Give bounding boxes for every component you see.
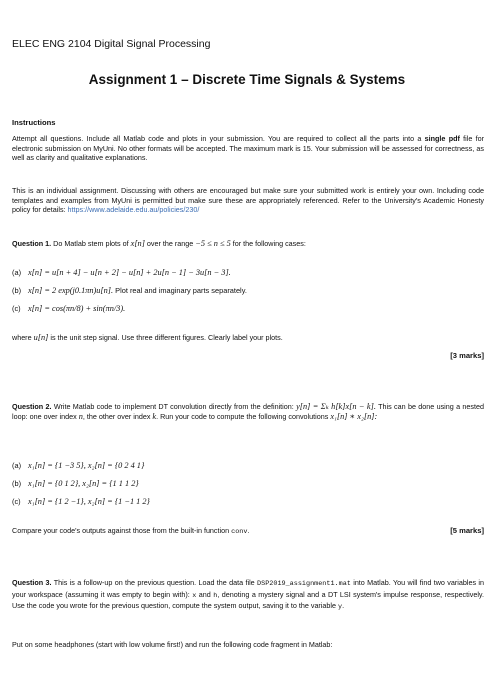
- question-3-text: into Matlab. You will find two variables in your workspace (assuming it was empty to begin with):: [12, 578, 484, 599]
- question-3-instruction: Put on some headphones (start with low volume first!) and run the following code fragment in Matlab:: [12, 640, 333, 649]
- question-3-label: Question 3.: [12, 578, 52, 587]
- instructions-heading: Instructions: [12, 118, 56, 127]
- question-1-label: Question 1.: [12, 239, 52, 248]
- math-x-n: x[n]: [130, 239, 145, 248]
- question-2-text: Write Matlab code to implement DT convolution directly from the definition:: [51, 402, 297, 411]
- question-2-label: Question 2.: [12, 402, 52, 411]
- instructions-text: Attempt all questions. Include all Matlab code and plots in your submission. You are required to collect all the parts into a: [12, 134, 425, 143]
- question-2-case-c: [12, 497, 150, 507]
- conv-function-name: conv: [231, 528, 248, 536]
- course-name: ELEC ENG 2104 Digital Signal Processing: [12, 38, 211, 50]
- case-label: (a): [12, 268, 22, 277]
- case-expression: x₁[n] = {1 −3 5}, x₂[n] = {0 2 4 1}: [28, 461, 145, 470]
- question-3-prompt: [12, 578, 484, 613]
- question-1-case-a: [12, 268, 231, 278]
- case-expression: x[n] = u[n + 4] − u[n + 2] − u[n] + 2u[n − 1] − 3u[n − 3].: [28, 268, 231, 277]
- single-pdf-emphasis: single pdf: [424, 134, 460, 143]
- math-n: n: [78, 411, 83, 421]
- question-3-text: , denoting a mystery signal and a DT LSI system's impulse response, respectively. Use the code you wrote for the previous question, compute the system output, saving it to the variable: [12, 589, 484, 611]
- assignment-title: Assignment 1 – Discrete Time Signals & Systems: [88, 72, 406, 87]
- case-expression: x₁[n] = {1 2 −1}, x₂[n] = {1 −1 1 2}: [28, 497, 150, 506]
- question-2-text: , the other over index: [82, 411, 153, 421]
- question-1-text: Do Matlab stem plots of: [51, 239, 131, 248]
- case-label: (c): [12, 304, 21, 313]
- question-1-case-b: [12, 286, 247, 296]
- question-1-marks: [3 marks]: [450, 351, 484, 360]
- case-expression: x[n] = 2 exp(j0.1πn)u[n].: [28, 286, 114, 295]
- academic-honesty-link[interactable]: https://www.adelaide.edu.au/policies/230/: [67, 205, 200, 215]
- question-1-text: where: [12, 333, 34, 342]
- variable-y: y: [338, 603, 343, 612]
- math-range: −5 ≤ n ≤ 5: [195, 239, 231, 248]
- question-1-prompt: [12, 239, 484, 249]
- case-label: (a): [12, 461, 22, 470]
- question-1-footer: [12, 333, 484, 343]
- instructions-text: file for electronic submission on MyUni. No other formats will be accepted. The maximum mark is 15. Your submission will be assessed for correctness, as well as clarity and qualitative explanations.: [12, 134, 484, 163]
- question-2-prompt: [12, 402, 484, 421]
- math-k: k: [152, 411, 157, 421]
- case-note: Plot real and imaginary parts separately.: [113, 286, 247, 295]
- question-2-marks: [5 marks]: [450, 526, 484, 535]
- math-u-n: u[n]: [33, 333, 49, 342]
- question-1-text: over the range: [144, 239, 196, 248]
- case-label: (b): [12, 286, 22, 295]
- math-convolution: x₁[n] ∗ x₂[n]:: [330, 411, 378, 421]
- instructions-paragraph-1: [12, 134, 484, 163]
- variable-x: x: [192, 591, 197, 600]
- question-1-text: for the following cases:: [230, 239, 306, 248]
- case-expression: x₁[n] = {0 1 2}, x₂[n] = {1 1 1 2}: [28, 479, 139, 488]
- convolution-definition: y[n] = Σₖ h[k]x[n − k].: [296, 402, 376, 411]
- question-3-text: .: [342, 601, 345, 611]
- variable-h: h: [213, 591, 218, 600]
- question-2-text: . Run your code to compute the following convolutions: [156, 411, 331, 421]
- question-3-text: This is a follow-up on the previous question. Load the data file: [51, 578, 258, 587]
- question-2-case-a: [12, 461, 144, 471]
- instructions-paragraph-2: [12, 186, 484, 215]
- question-2-case-b: [12, 479, 139, 489]
- question-3-text: and: [196, 589, 214, 599]
- case-label: (b): [12, 479, 22, 488]
- question-1-case-c: [12, 304, 125, 314]
- question-2-compare: [12, 526, 414, 538]
- question-1-text: is the unit step signal. Use three different figures. Clearly label your plots.: [48, 333, 283, 342]
- case-label: (c): [12, 497, 21, 506]
- case-expression: x[n] = cos(πn/8) + sin(πn/3).: [28, 304, 126, 313]
- question-2-text: Compare your code's outputs against those from the built-in function: [12, 526, 232, 535]
- honesty-text: This is an individual assignment. Discussing with others are encouraged but make sure your submitted work is entirely your own. Including code templates and examples from MyUni is permitted but make sure these are appropriately referenced. Refer to the University's Academic Honesty policy for details:: [12, 186, 484, 215]
- question-2-text: .: [247, 526, 250, 535]
- data-file-name: DSP2019_assignment1.mat: [257, 580, 351, 588]
- question-2-text: This can be done using a nested loop: one over index: [12, 402, 485, 421]
